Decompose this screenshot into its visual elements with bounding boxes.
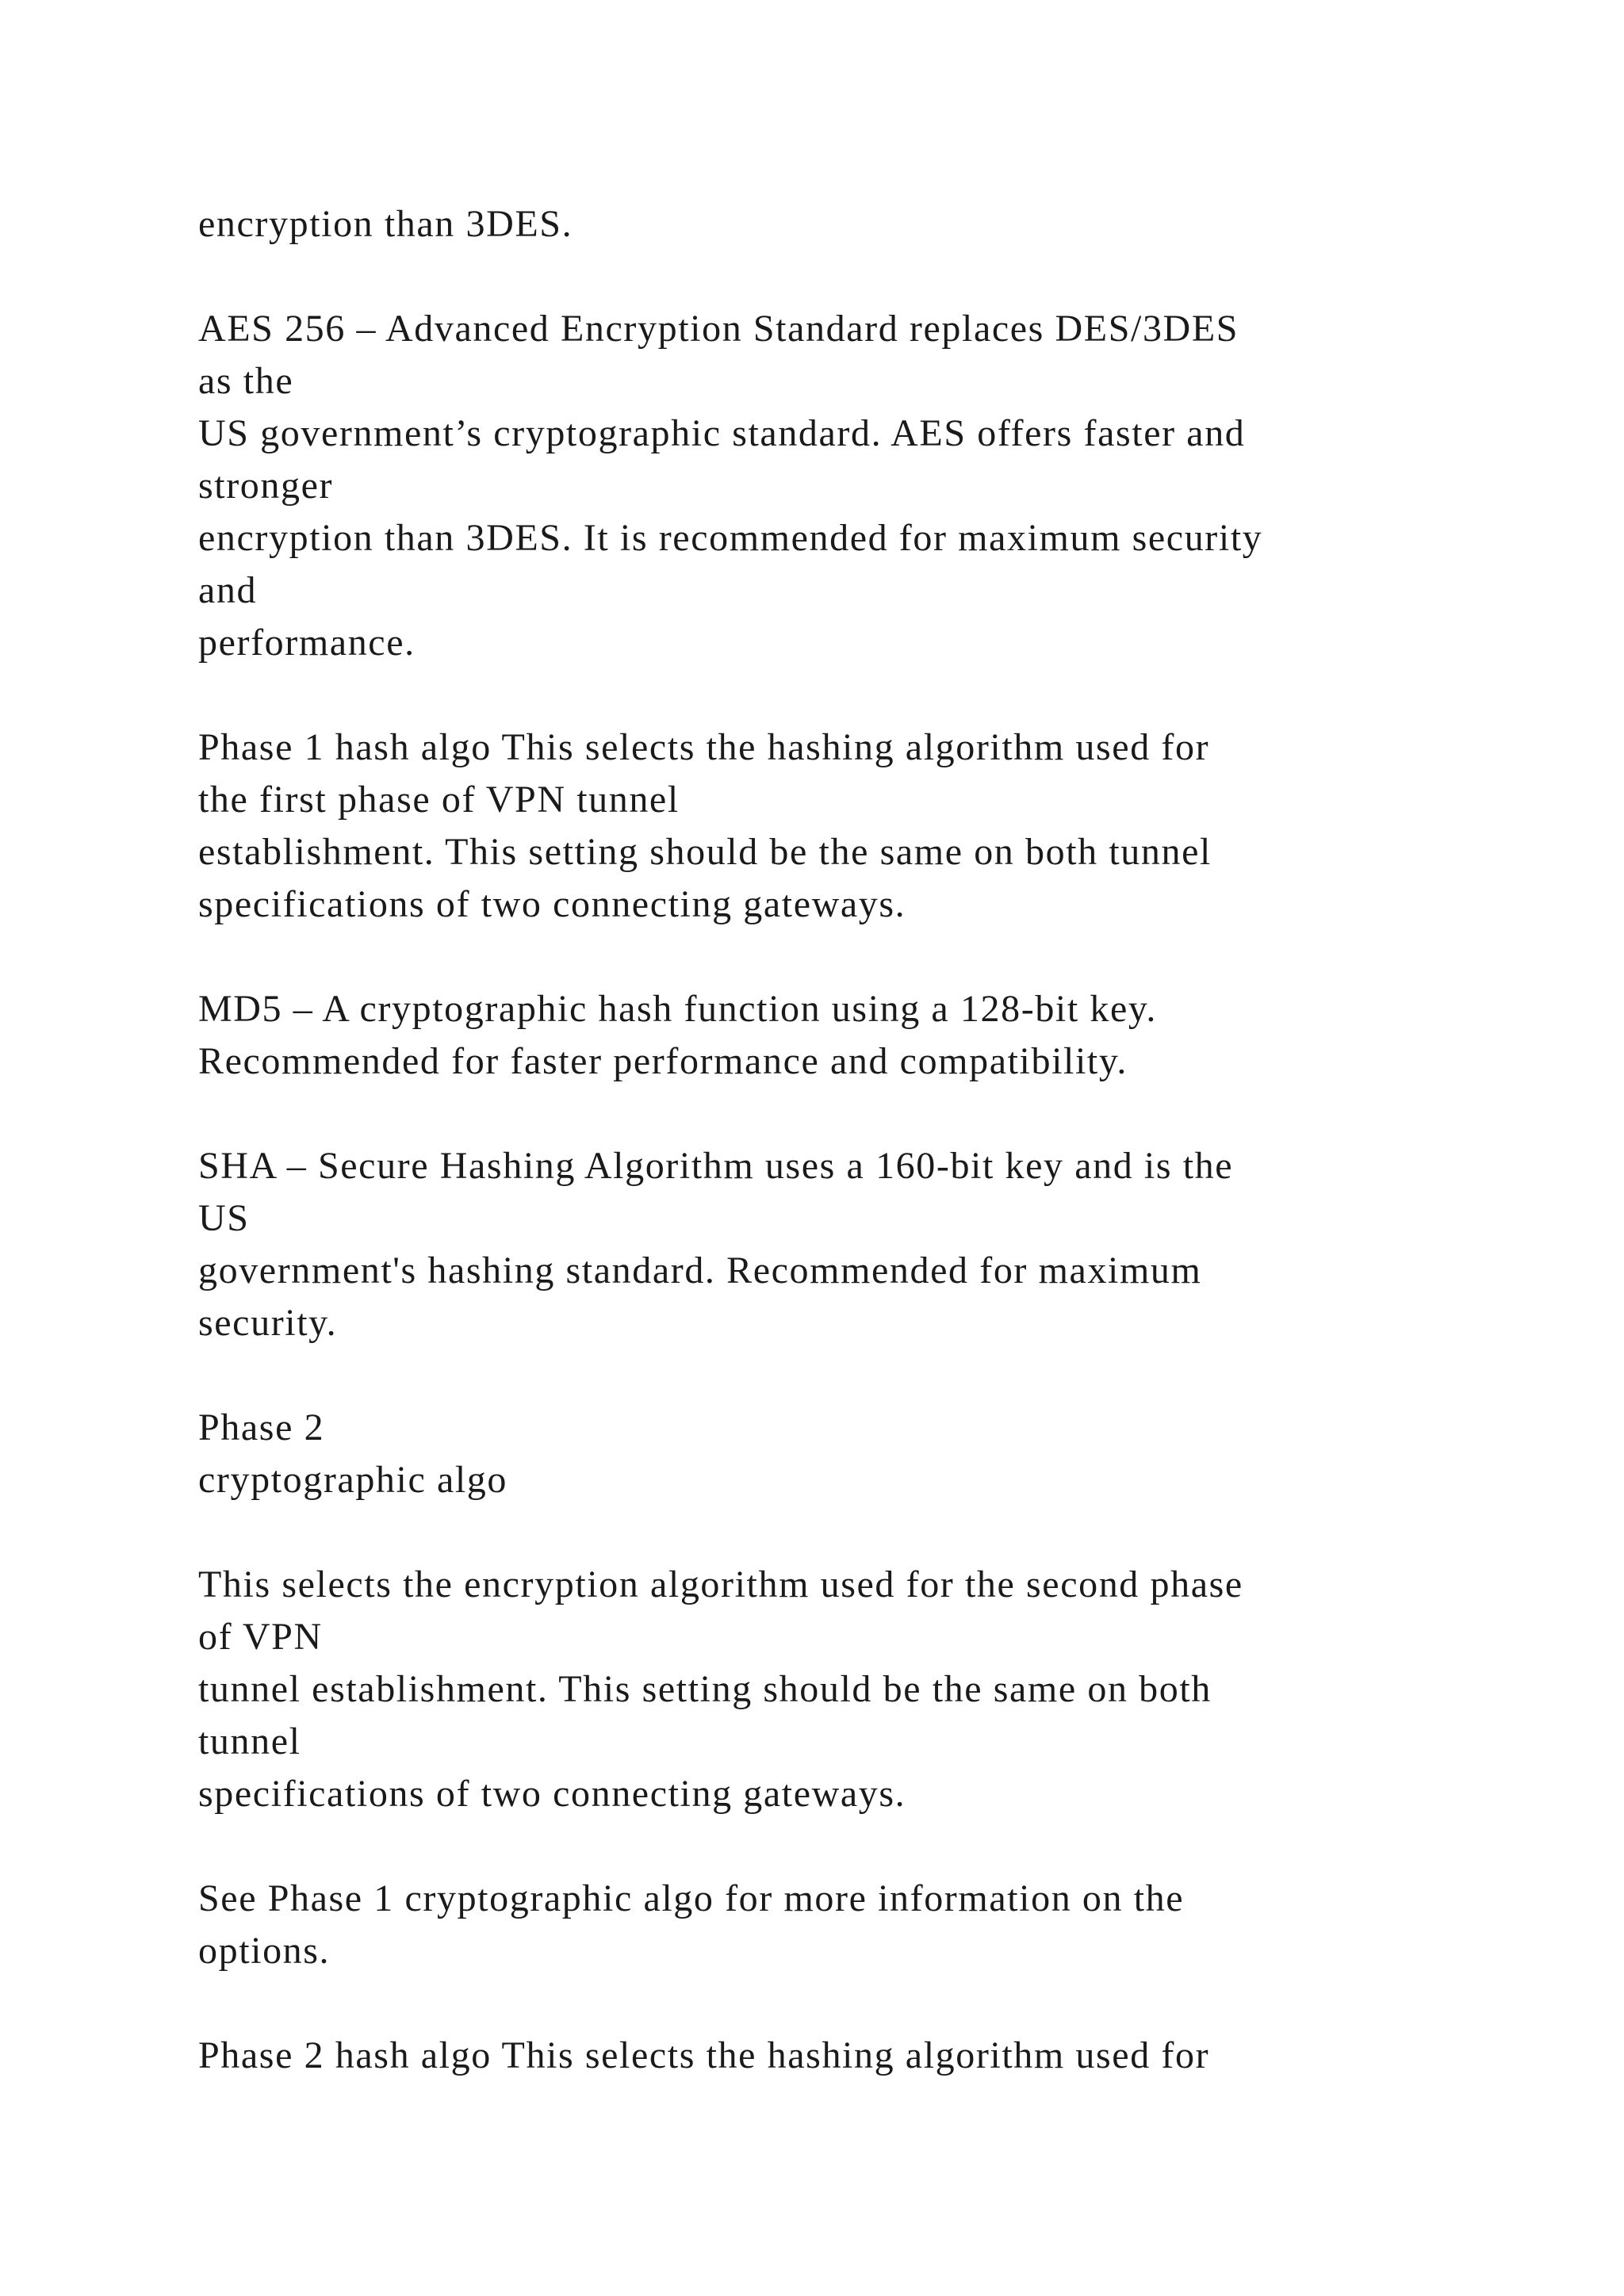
text-line: performance. xyxy=(198,622,416,664)
text-line: and xyxy=(198,569,258,611)
text-line: AES 256 – Advanced Encryption Standard replaces DES/3DES xyxy=(198,308,1239,350)
text-line: cryptographic algo xyxy=(198,1459,508,1501)
text-line: encryption than 3DES. It is recommended for maximum security xyxy=(198,517,1263,559)
text-line: establishment. This setting should be the same on both tunnel xyxy=(198,831,1212,873)
text-line: of VPN xyxy=(198,1616,323,1658)
text-line: US government’s cryptographic standard. AES offers faster and xyxy=(198,412,1246,454)
text-line: Recommended for faster performance and compatibility. xyxy=(198,1040,1128,1082)
text-line: MD5 – A cryptographic hash function using a 128-bit key. xyxy=(198,988,1157,1030)
text-line: the first phase of VPN tunnel xyxy=(198,779,680,821)
text-line: specifications of two connecting gateways. xyxy=(198,1773,906,1815)
text-line: SHA – Secure Hashing Algorithm uses a 160-bit key and is the xyxy=(198,1145,1234,1187)
text-line: specifications of two connecting gateways. xyxy=(198,883,906,925)
text-line: encryption than 3DES. xyxy=(198,203,573,245)
text-line: security. xyxy=(198,1302,338,1344)
text-line: This selects the encryption algorithm used for the second phase xyxy=(198,1563,1243,1605)
text-line: Phase 2 xyxy=(198,1406,325,1448)
text-line: government's hashing standard. Recommended for maximum xyxy=(198,1249,1202,1292)
text-line: Phase 2 hash algo This selects the hashing algorithm used for xyxy=(198,2034,1210,2076)
text-line: US xyxy=(198,1197,250,1239)
text-line: as the xyxy=(198,360,294,402)
text-line: Phase 1 hash algo This selects the hashing algorithm used for xyxy=(198,726,1210,768)
text-line: See Phase 1 cryptographic algo for more information on the xyxy=(198,1877,1185,1919)
text-line: tunnel establishment. This setting should be the same on both xyxy=(198,1668,1212,1710)
text-line: stronger xyxy=(198,465,334,507)
text-line: options. xyxy=(198,1930,331,1972)
text-line: tunnel xyxy=(198,1720,301,1762)
